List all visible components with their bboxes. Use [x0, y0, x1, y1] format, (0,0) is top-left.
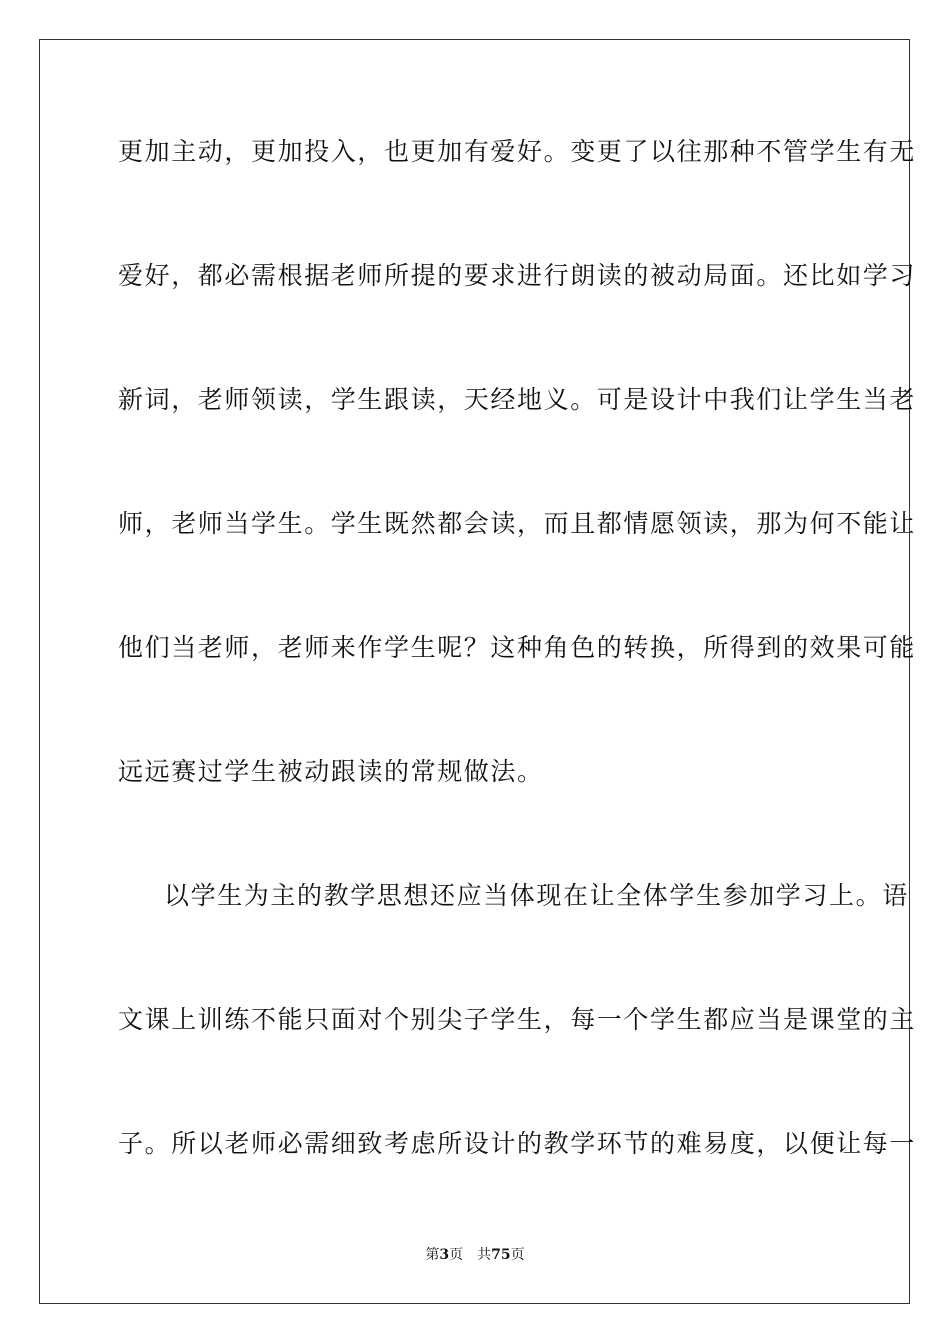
page-suffix: 页: [449, 1247, 464, 1263]
text-line: 爱好，都必需根据老师所提的要求进行朗读的被动局面。还比如学习: [118, 261, 917, 290]
text-line: 文课上训练不能只面对个别尖子学生，每一个学生都应当是课堂的主: [118, 1005, 917, 1034]
total-suffix: 页: [510, 1247, 525, 1263]
text-line: 远远赛过学生被动跟读的常规做法。: [118, 757, 544, 786]
text-line: 新词，老师领读，学生跟读，天经地义。可是设计中我们让学生当老: [118, 385, 917, 414]
page-number: 3: [439, 1247, 450, 1263]
paragraph-first-line: 以学生为主的教学思想还应当体现在让全体学生参加学习上。语: [164, 881, 909, 910]
page-footer: [0, 1244, 950, 1264]
total-prefix: 共: [477, 1247, 492, 1263]
total-pages: 75: [491, 1247, 511, 1263]
document-body: [118, 120, 917, 1236]
text-line: 师，老师当学生。学生既然都会读，而且都情愿领读，那为何不能让: [118, 509, 917, 538]
page-prefix: 第: [425, 1247, 440, 1263]
text-line: 子。所以老师必需细致考虑所设计的教学环节的难易度，以便让每一: [118, 1129, 917, 1158]
text-line: 他们当老师，老师来作学生呢？这种角色的转换，所得到的效果可能: [118, 633, 917, 662]
text-line: 更加主动，更加投入，也更加有爱好。变更了以往那种不管学生有无: [118, 137, 917, 166]
